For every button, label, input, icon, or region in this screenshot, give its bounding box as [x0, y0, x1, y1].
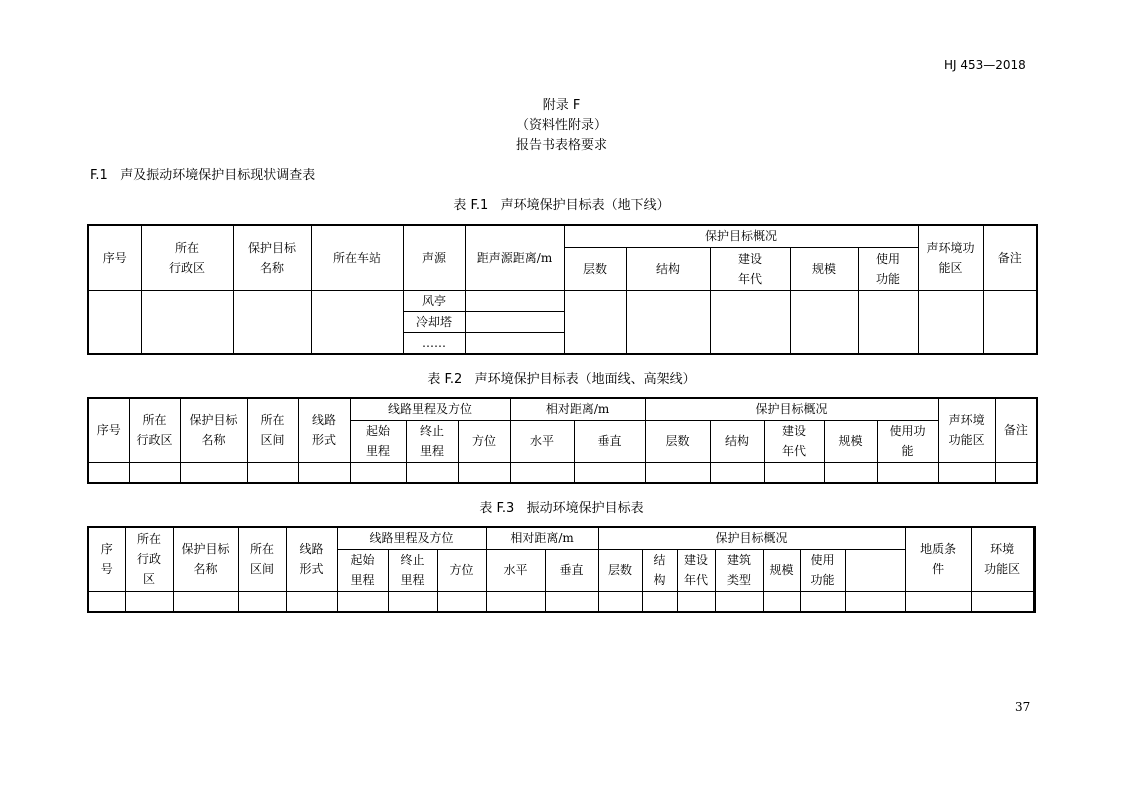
table-cell	[905, 591, 971, 612]
t1-source-2: 冷却塔	[403, 311, 465, 332]
t3-header-section: 所在 区间	[238, 527, 286, 591]
t3-header-built: 建设 年代	[677, 549, 715, 591]
table-cell	[763, 591, 800, 612]
table-cell	[311, 290, 403, 354]
t2-header-built: 建设 年代	[764, 420, 824, 462]
table-cell	[298, 462, 350, 483]
table-f1	[87, 224, 1038, 355]
t3-header-azimuth: 方位	[437, 549, 486, 591]
t2-header-zone: 声环境 功能区	[938, 398, 995, 462]
t1-header-seq: 序号	[88, 225, 141, 290]
table-cell	[677, 591, 715, 612]
table3-caption-number: 表 F.3	[479, 501, 515, 516]
table-cell	[626, 290, 710, 354]
table-cell	[180, 462, 247, 483]
table-cell	[710, 290, 790, 354]
table-cell	[845, 591, 905, 612]
t2-header-start: 起始 里程	[350, 420, 406, 462]
appendix-heading: 报告书表格要求	[515, 138, 607, 153]
t1-header-overview: 保护目标概况	[564, 225, 918, 247]
table-cell	[564, 290, 626, 354]
table-cell	[458, 462, 510, 483]
t3-header-scale: 规模	[763, 549, 800, 591]
table-cell	[406, 462, 458, 483]
table2-caption	[0, 368, 1123, 387]
table-cell	[642, 591, 677, 612]
table-cell	[545, 591, 598, 612]
t3-header-district: 所在 行政 区	[125, 527, 173, 591]
section-title: 声及振动环境保护目标现状调查表	[120, 168, 316, 183]
t2-header-target: 保护目标 名称	[180, 398, 247, 462]
t3-header-overview: 保护目标概况	[598, 527, 905, 549]
page-number: 37	[1015, 700, 1031, 714]
table-cell	[465, 290, 564, 311]
table-cell	[790, 290, 858, 354]
table1-caption-number: 表 F.1	[453, 198, 489, 213]
t2-header-structure: 结构	[710, 420, 764, 462]
t1-header-notes: 备注	[983, 225, 1037, 290]
table-cell	[125, 591, 173, 612]
t1-header-distance: 距声源距离/m	[465, 225, 564, 290]
t2-header-form: 线路 形式	[298, 398, 350, 462]
appendix-title: 附录 F	[542, 98, 581, 113]
table-cell	[173, 591, 238, 612]
table-f2	[87, 397, 1038, 484]
table-cell	[995, 462, 1037, 483]
table-cell	[800, 591, 845, 612]
table-cell	[465, 311, 564, 332]
t2-header-district: 所在 行政区	[129, 398, 180, 462]
t3-header-geology: 地质条 件	[905, 527, 971, 591]
table-cell	[286, 591, 337, 612]
t1-header-built: 建设 年代	[710, 247, 790, 290]
t2-header-horizontal: 水平	[510, 420, 574, 462]
t3-header-mileage: 线路里程及方位	[337, 527, 486, 549]
t2-header-azimuth: 方位	[458, 420, 510, 462]
table-cell	[141, 290, 233, 354]
t2-header-use: 使用功 能	[877, 420, 938, 462]
t2-header-mileage: 线路里程及方位	[350, 398, 510, 420]
table-cell	[88, 591, 125, 612]
appendix-subtitle: （资料性附录）	[515, 118, 607, 133]
t3-header-use: 使用 功能	[800, 549, 845, 591]
t1-source-1: 风亭	[403, 290, 465, 311]
table-cell	[598, 591, 642, 612]
table-cell	[858, 290, 918, 354]
t3-header-target: 保护目标 名称	[173, 527, 238, 591]
table-f3	[87, 526, 1036, 613]
table-cell	[88, 462, 129, 483]
t2-header-seq: 序号	[88, 398, 129, 462]
table-cell	[238, 591, 286, 612]
t1-header-scale: 规模	[790, 247, 858, 290]
t2-header-scale: 规模	[824, 420, 877, 462]
t2-header-notes: 备注	[995, 398, 1037, 462]
table2-caption-number: 表 F.2	[427, 372, 463, 387]
table-cell	[877, 462, 938, 483]
t3-header-building-type: 建筑 类型	[715, 549, 763, 591]
table-cell	[824, 462, 877, 483]
table-cell	[510, 462, 574, 483]
table-cell	[918, 290, 983, 354]
t1-header-zone: 声环境功 能区	[918, 225, 983, 290]
t3-header-zone: 环境 功能区	[971, 527, 1033, 591]
t3-header-horizontal: 水平	[486, 549, 545, 591]
table-cell	[129, 462, 180, 483]
table-cell	[710, 462, 764, 483]
document-id: HJ 453—2018	[944, 58, 1026, 72]
t3-header-floors: 层数	[598, 549, 642, 591]
t1-header-district: 所在 行政区	[141, 225, 233, 290]
table-cell	[764, 462, 824, 483]
t2-header-distance: 相对距离/m	[510, 398, 645, 420]
t1-header-use: 使用 功能	[858, 247, 918, 290]
t1-header-source: 声源	[403, 225, 465, 290]
table-cell	[88, 290, 141, 354]
t2-header-floors: 层数	[645, 420, 710, 462]
t1-header-floors: 层数	[564, 247, 626, 290]
table-cell	[715, 591, 763, 612]
t2-header-vertical: 垂直	[574, 420, 645, 462]
table-cell	[233, 290, 311, 354]
t3-header-end: 终止 里程	[388, 549, 437, 591]
t3-header-seq: 序 号	[88, 527, 125, 591]
table-cell	[486, 591, 545, 612]
t3-header-structure: 结 构	[642, 549, 677, 591]
table-cell	[350, 462, 406, 483]
t1-header-station: 所在车站	[311, 225, 403, 290]
table-cell	[645, 462, 710, 483]
table-cell	[337, 591, 388, 612]
t3-header-distance: 相对距离/m	[486, 527, 598, 549]
t3-header-notes	[1033, 527, 1035, 591]
table1-caption	[0, 194, 1123, 213]
table2-caption-title: 声环境保护目标表（地面线、高架线）	[474, 372, 696, 387]
table-cell	[938, 462, 995, 483]
table3-caption-title: 振动环境保护目标表	[526, 501, 644, 516]
t3-header-vertical: 垂直	[545, 549, 598, 591]
table-cell	[574, 462, 645, 483]
section-number: F.1	[90, 168, 108, 183]
table-cell	[465, 332, 564, 354]
t2-header-end: 终止 里程	[406, 420, 458, 462]
table-cell	[247, 462, 298, 483]
t3-header-start: 起始 里程	[337, 549, 388, 591]
t1-source-3: ……	[403, 332, 465, 354]
table-cell	[983, 290, 1037, 354]
t1-header-target: 保护目标 名称	[233, 225, 311, 290]
table3-caption	[0, 497, 1123, 516]
table-cell	[437, 591, 486, 612]
table1-caption-title: 声环境保护目标表（地下线）	[500, 198, 670, 213]
section-heading	[90, 164, 315, 183]
t2-header-overview: 保护目标概况	[645, 398, 938, 420]
t3-header-form: 线路 形式	[286, 527, 337, 591]
table-cell	[388, 591, 437, 612]
t1-header-structure: 结构	[626, 247, 710, 290]
table-cell	[971, 591, 1033, 612]
t2-header-section: 所在 区间	[247, 398, 298, 462]
